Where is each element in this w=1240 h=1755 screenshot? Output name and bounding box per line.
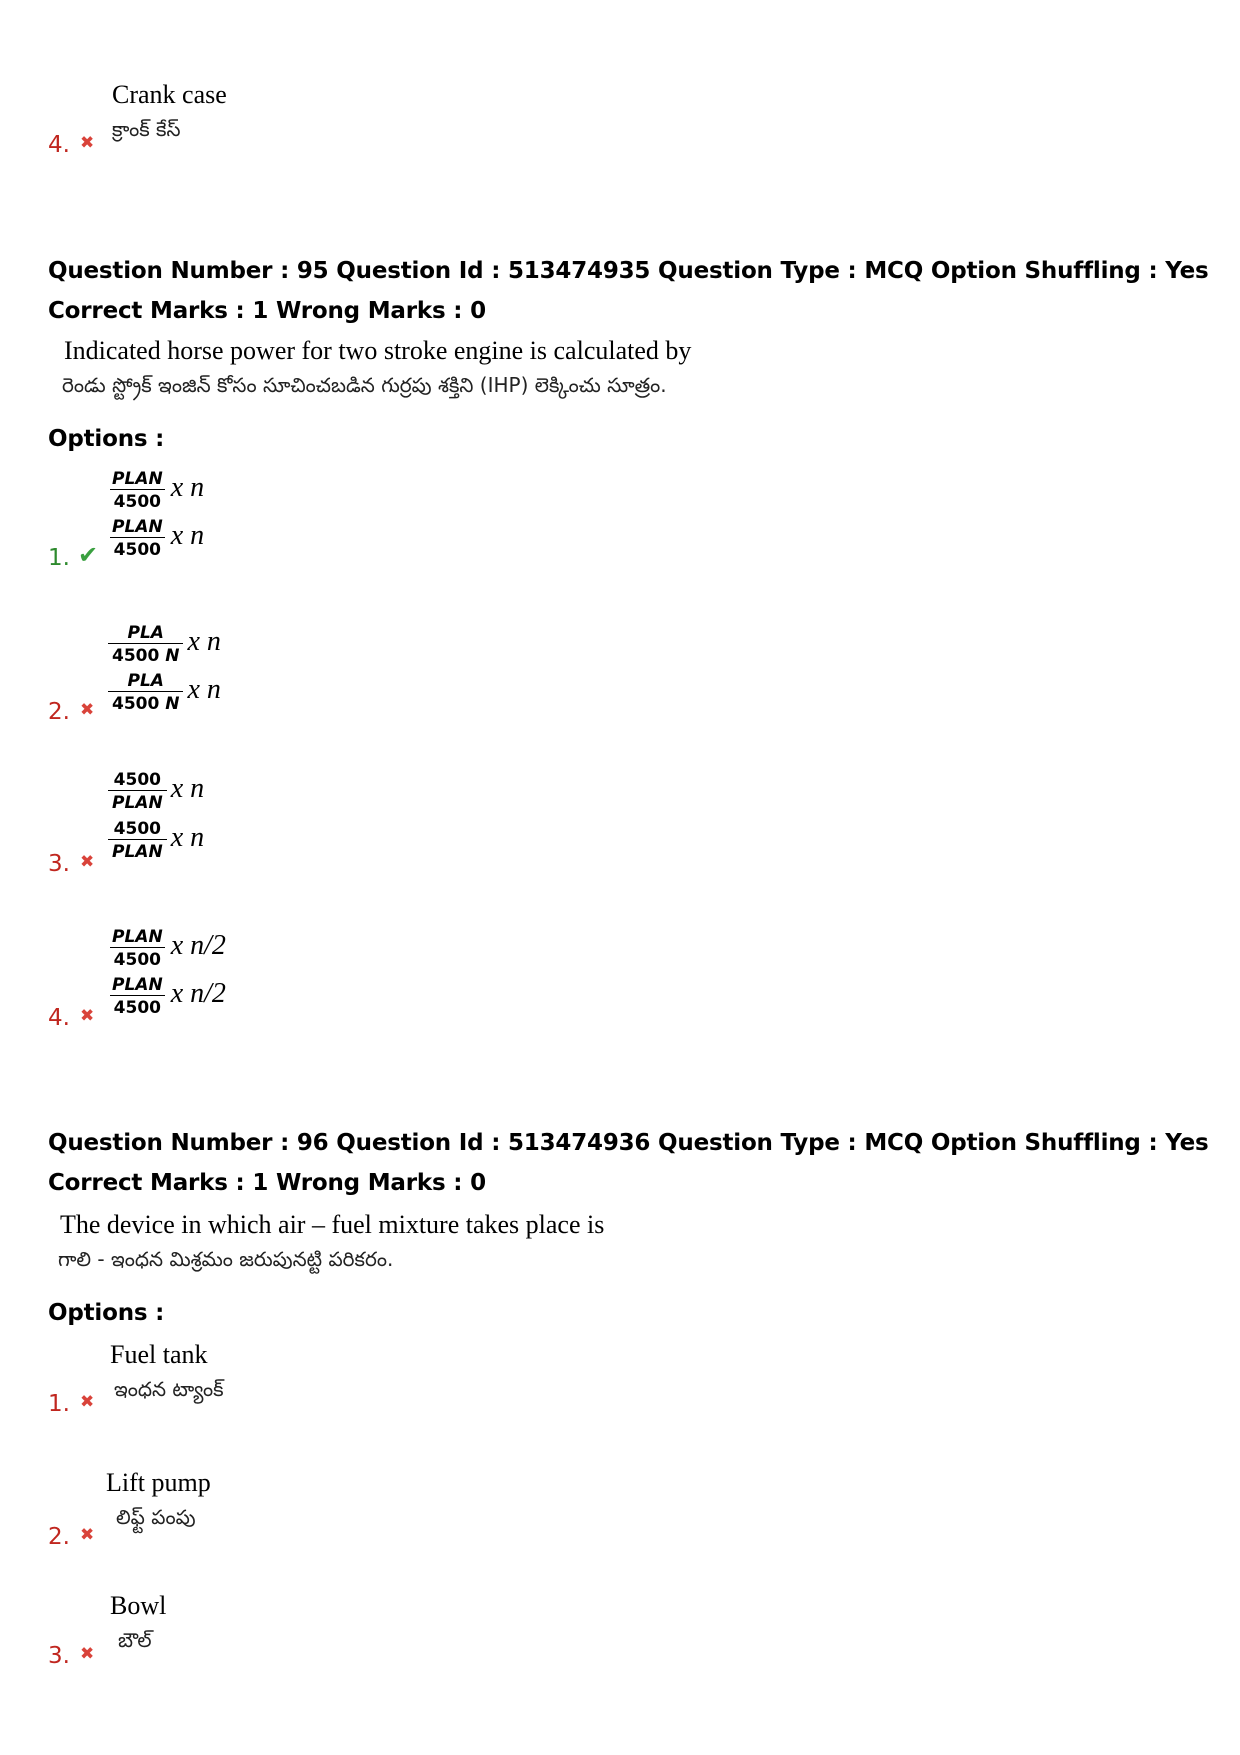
q95-option-4-formula-repeat: $\frac{\text{PLAN}}{4500}$ x n/2	[108, 972, 226, 1020]
q96-option-3-text-en: Bowl	[110, 1591, 167, 1620]
q96-option-2-text-en: Lift pump	[106, 1468, 211, 1497]
option-4-text-en: Crank case	[112, 80, 227, 109]
q96-options-label: Options :	[48, 1300, 165, 1326]
q96-option-3-text-te: బౌల్	[118, 1628, 152, 1652]
q96-meta-line2: Correct Marks : 1 Wrong Marks : 0	[48, 1170, 486, 1196]
q95-option-3-formula-repeat: $\frac{4500}{\text{PLAN}}$ x n	[108, 816, 204, 864]
q95-option-1-formula-repeat: $\frac{\text{PLAN}}{4500}$ x n	[108, 514, 204, 562]
cross-icon: ✖	[80, 852, 95, 872]
q95-option-4-formula: $\frac{\text{PLAN}}{4500}$ x n/2	[108, 924, 226, 972]
cross-icon: ✖	[80, 1644, 95, 1664]
q95-option-1-number: 1.	[48, 545, 70, 571]
q95-option-2-formula-repeat: $\frac{\text{PLA}}{4500 N}$ x n	[108, 668, 221, 716]
cross-icon: ✖	[80, 1525, 95, 1545]
q96-option-1-text-en: Fuel tank	[110, 1340, 208, 1369]
q96-option-1-number: 1.	[48, 1391, 70, 1417]
option-4-text-te: క్రాంక్ కేస్	[112, 117, 181, 141]
option-4-number: 4.	[48, 132, 70, 158]
q96-meta-line1: Question Number : 96 Question Id : 513474936 Question Type : MCQ Option Shuffling : Yes	[48, 1130, 1209, 1156]
q95-option-2-formula: $\frac{\text{PLA}}{4500 N}$ x n	[108, 620, 221, 668]
q96-text-en: The device in which air – fuel mixture takes place is	[60, 1210, 605, 1239]
q95-options-label: Options :	[48, 426, 165, 452]
q95-text-en: Indicated horse power for two stroke engine is calculated by	[64, 336, 692, 365]
cross-icon: ✖	[80, 700, 95, 720]
q95-meta-line1: Question Number : 95 Question Id : 513474935 Question Type : MCQ Option Shuffling : Yes	[48, 258, 1209, 284]
cross-icon: ✖	[80, 1006, 95, 1026]
q95-option-4-number: 4.	[48, 1005, 70, 1031]
q96-option-3-number: 3.	[48, 1643, 70, 1669]
q96-option-2-number: 2.	[48, 1524, 70, 1550]
cross-icon: ✖	[80, 133, 95, 153]
q96-text-te: గాలి - ఇంధన మిశ్రమం జరుపునట్టి పరికరం.	[58, 1247, 394, 1271]
q95-meta-line2: Correct Marks : 1 Wrong Marks : 0	[48, 298, 486, 324]
q95-option-2-number: 2.	[48, 699, 70, 725]
q95-option-3-number: 3.	[48, 851, 70, 877]
q96-option-1-text-te: ఇంధన ట్యాంక్	[114, 1377, 224, 1401]
q96-option-2-text-te: లిఫ్ట్ పంపు	[116, 1505, 196, 1529]
q95-text-te: రెండు స్ట్రోక్ ఇంజిన్ కోసం సూచించబడిన గుర్రపు శక్తిని (IHP) లెక్కించు సూత్రం.	[62, 373, 667, 397]
cross-icon: ✖	[80, 1392, 95, 1412]
q95-option-1-formula: $\frac{\text{PLAN}}{4500}$ x n	[108, 466, 204, 514]
q95-option-3-formula: $\frac{4500}{\text{PLAN}}$ x n	[108, 767, 204, 815]
check-icon: ✔	[78, 541, 99, 569]
